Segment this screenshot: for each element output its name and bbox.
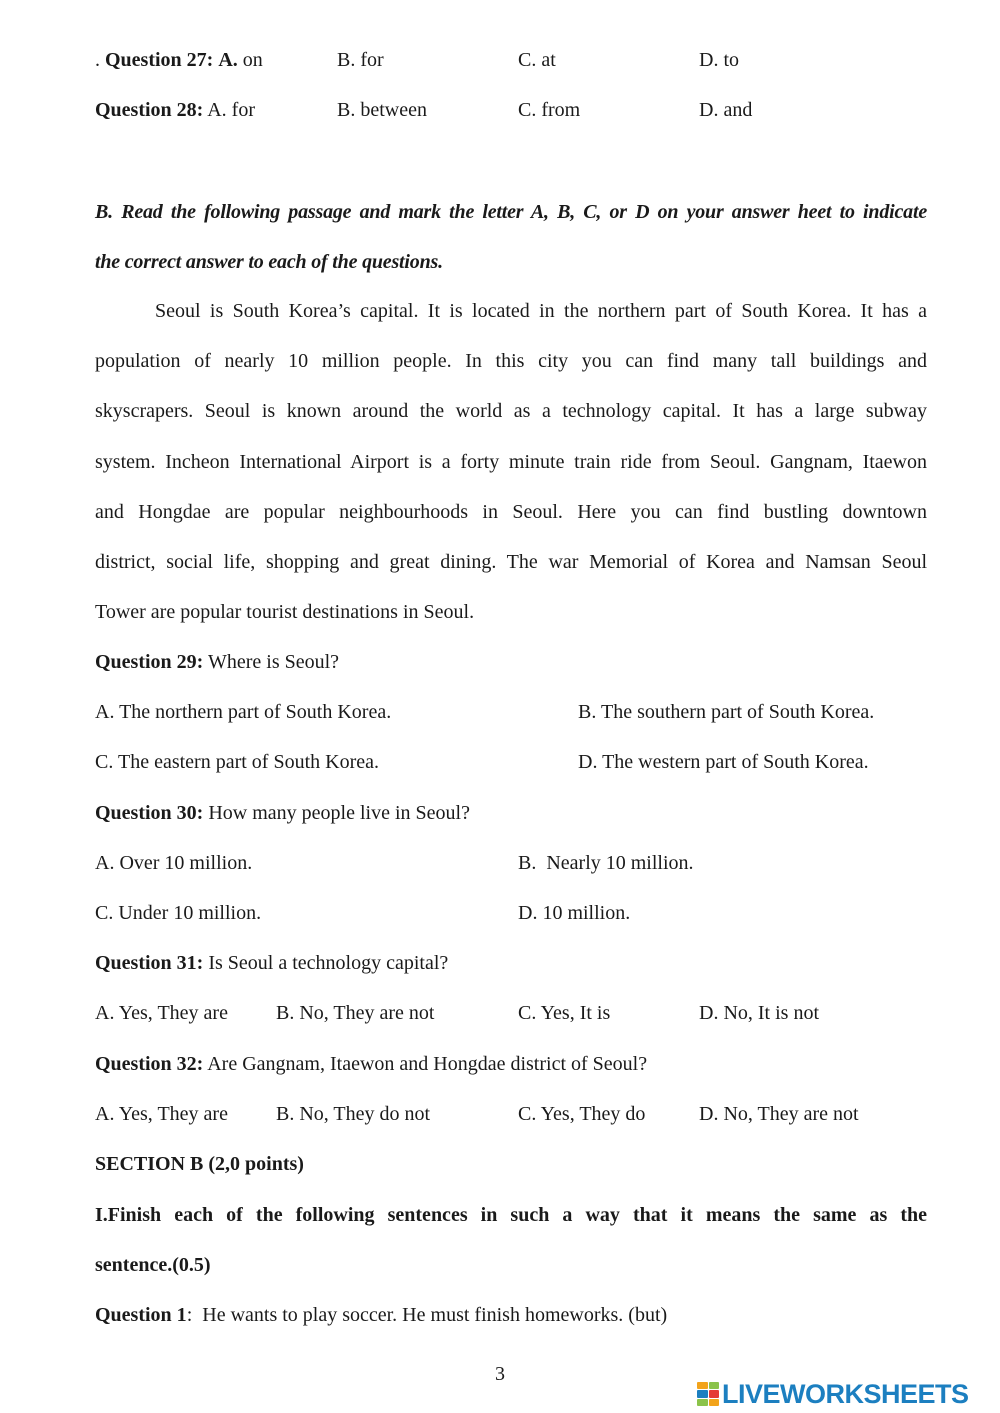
q31-option-b: B. No, They are not bbox=[276, 1002, 435, 1024]
q27-label: Question 27: bbox=[105, 49, 214, 71]
section-b-instruction-line-1: I.Finish each of the following sentences in such a way that it means the same as the bbox=[95, 1204, 927, 1226]
section-b-question-1 bbox=[95, 1302, 667, 1328]
q30-option-a: A. Over 10 million. bbox=[95, 852, 253, 874]
q29-label: Question 29: bbox=[95, 651, 204, 673]
q31-option-d: D. No, It is not bbox=[699, 1002, 819, 1024]
q29-option-c: C. The eastern part of South Korea. bbox=[95, 751, 379, 773]
passage-line-3: skyscrapers. Seoul is known around the world as a technology capital. It has a large subway bbox=[95, 400, 927, 422]
q32-option-d: D. No, They are not bbox=[699, 1103, 859, 1125]
q30-text: How many people live in Seoul? bbox=[203, 802, 470, 824]
q31-text: Is Seoul a technology capital? bbox=[203, 952, 449, 974]
q27-option-d: D. to bbox=[699, 49, 739, 71]
section-b-q1-text: : He wants to play soccer. He must finish homeworks. (but) bbox=[186, 1304, 668, 1326]
q27-option-c: C. at bbox=[518, 49, 556, 71]
q31-label: Question 31: bbox=[95, 952, 204, 974]
q29-option-a: A. The northern part of South Korea. bbox=[95, 701, 392, 723]
section-b-heading: SECTION B (2,0 points) bbox=[95, 1153, 304, 1175]
liveworksheets-logo-text: LIVEWORKSHEETS bbox=[722, 1379, 969, 1409]
q31-stem bbox=[95, 950, 448, 976]
q32-label: Question 32: bbox=[95, 1053, 204, 1075]
q27-stem: . Question 27: A. on bbox=[95, 49, 263, 71]
passage-line-4: system. Incheon International Airport is a forty minute train ride from Seoul. Gangnam, Itaewon bbox=[95, 451, 927, 473]
q29-option-b: B. The southern part of South Korea. bbox=[578, 701, 875, 723]
q28-label: Question 28: bbox=[95, 99, 204, 121]
q28-stem bbox=[95, 97, 255, 123]
q30-option-b: B. Nearly 10 million. bbox=[518, 852, 694, 874]
passage-line-7: Tower are popular tourist destinations in Seoul. bbox=[95, 601, 475, 623]
q31-option-a: A. Yes, They are bbox=[95, 1002, 228, 1024]
q32-option-a: A. Yes, They are bbox=[95, 1103, 228, 1125]
q28-option-d: D. and bbox=[699, 99, 753, 121]
section-b-instruction-line-2: sentence.(0.5) bbox=[95, 1254, 211, 1276]
q30-label: Question 30: bbox=[95, 802, 204, 824]
q27-option-b: B. for bbox=[337, 49, 384, 71]
q30-option-d: D. 10 million. bbox=[518, 902, 631, 924]
reading-instruction-line-1: B. Read the following passage and mark the letter A, B, C, or D on your answer heet to indicate bbox=[95, 201, 927, 223]
q27-option-a: on bbox=[237, 49, 263, 71]
passage-line-5: and Hongdae are popular neighbourhoods in Seoul. Here you can find bustling downtown bbox=[95, 501, 927, 523]
liveworksheets-logo-icon bbox=[697, 1382, 719, 1406]
q27-option-a-letter: A. bbox=[218, 49, 238, 71]
q28-option-a: A. for bbox=[203, 99, 256, 121]
passage-line-6: district, social life, shopping and great dining. The war Memorial of Korea and Namsan Seoul bbox=[95, 551, 927, 573]
q28-option-c: C. from bbox=[518, 99, 581, 121]
reading-instruction-line-2: the correct answer to each of the questions. bbox=[95, 251, 443, 273]
q32-option-c: C. Yes, They do bbox=[518, 1103, 646, 1125]
q32-text: Are Gangnam, Itaewon and Hongdae district of Seoul? bbox=[203, 1053, 648, 1075]
q30-option-c: C. Under 10 million. bbox=[95, 902, 262, 924]
liveworksheets-watermark bbox=[697, 1376, 969, 1412]
q28-option-b: B. between bbox=[337, 99, 427, 121]
page-number: 3 bbox=[495, 1363, 505, 1385]
passage-line-1: Seoul is South Korea’s capital. It is located in the northern part of South Korea. It has a bbox=[155, 300, 927, 322]
q30-stem bbox=[95, 800, 470, 826]
passage-line-2: population of nearly 10 million people. In this city you can find many tall buildings and bbox=[95, 350, 927, 372]
q32-option-b: B. No, They do not bbox=[276, 1103, 431, 1125]
q29-text: Where is Seoul? bbox=[203, 651, 340, 673]
section-b-q1-label: Question 1 bbox=[95, 1304, 187, 1326]
q31-option-c: C. Yes, It is bbox=[518, 1002, 611, 1024]
q29-stem bbox=[95, 649, 339, 675]
q29-option-d: D. The western part of South Korea. bbox=[578, 751, 869, 773]
q32-stem bbox=[95, 1051, 647, 1077]
